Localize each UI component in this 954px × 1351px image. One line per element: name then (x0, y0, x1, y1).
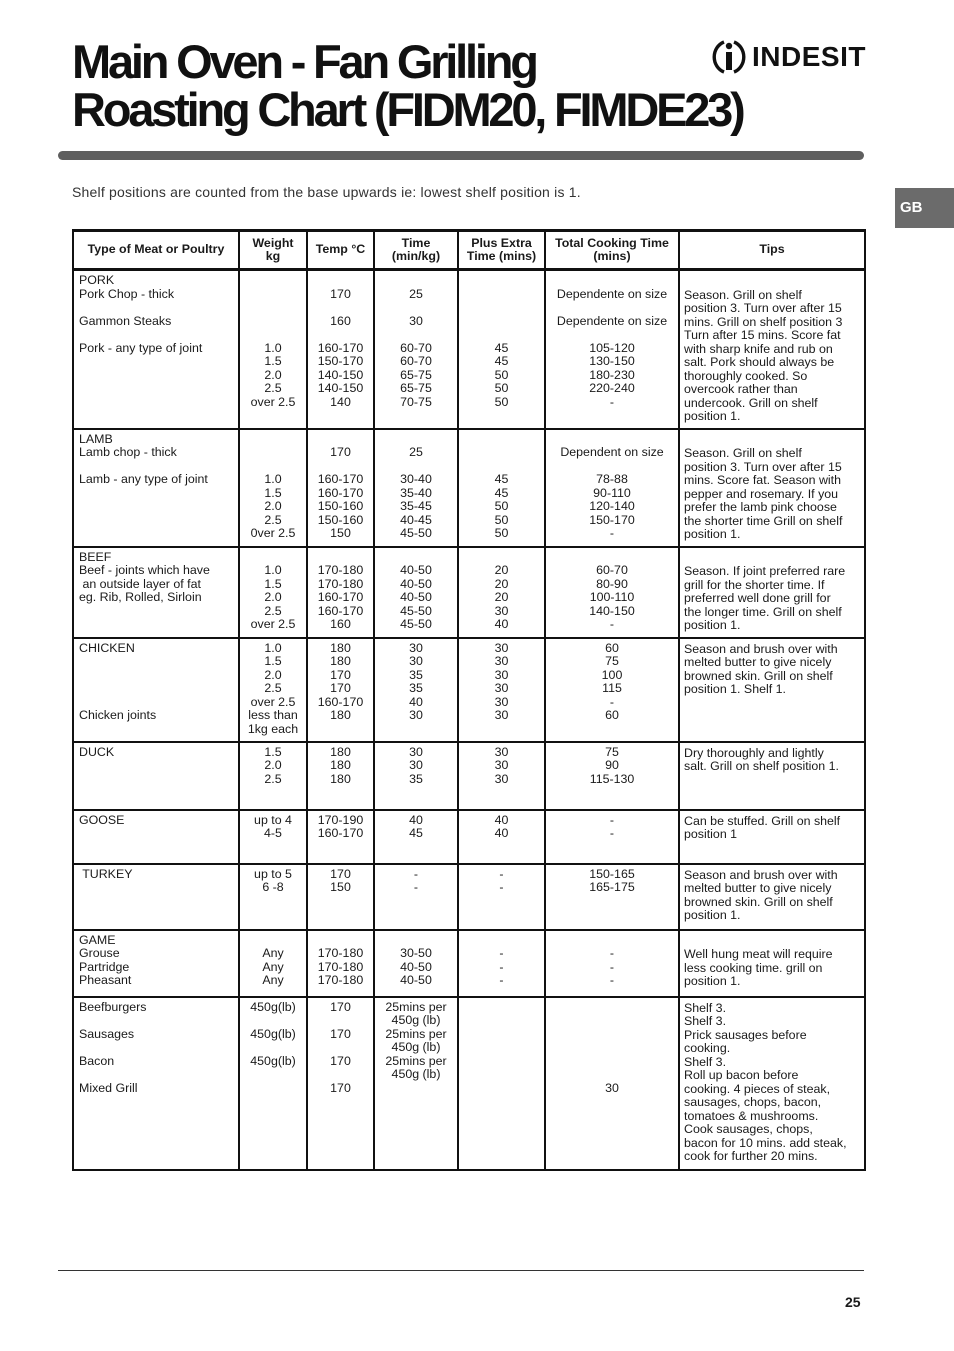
header-time: Time (min/kg) (374, 231, 458, 270)
cell-extra (458, 638, 545, 742)
cell-temp (307, 638, 374, 742)
temp-text: 170-190 160-170 (317, 812, 364, 840)
tip-line: melted butter to give nicely (684, 655, 832, 669)
tip-line: browned skin. Grill on shelf (684, 894, 833, 909)
temp-text: 170-180 170-180 170-180 (317, 946, 364, 987)
total-text: 30 (605, 1080, 619, 1095)
cell-total (545, 997, 679, 1170)
cell-weight (239, 864, 307, 930)
tip-line: Season. If joint preferred rare (684, 564, 846, 578)
weight-text: Any Any Any (262, 946, 284, 987)
table-row (73, 429, 865, 547)
tip-line: mins. Grill on shelf position 3 (684, 314, 843, 329)
cell-temp (307, 810, 374, 864)
time-text: 40-50 40-50 40-50 45-50 45-50 (400, 563, 432, 631)
extra-text: - - - (499, 946, 504, 987)
time-text: 25mins per 450g (lb) 25mins per 450g (lb) 25mins per 450g (lb) (385, 999, 447, 1081)
table-row (73, 270, 865, 429)
table-row (73, 547, 865, 638)
temp-text: 170 160 160-170 150-170 140-150 140-150 140 (317, 286, 364, 409)
table-row (73, 997, 865, 1170)
tip-line: overcook rather than (684, 382, 798, 396)
cell-total (545, 638, 679, 742)
tip-line: position 3. Turn over after 15 (684, 459, 842, 474)
tip-line: position 1. (684, 974, 741, 988)
page-title (72, 35, 743, 136)
cell-time (374, 638, 458, 742)
type-text: GAME Grouse Partridge Pheasant (79, 932, 132, 987)
header-temp: Temp °C (307, 231, 374, 270)
tip-line: grill for the shorter time. If (684, 577, 825, 592)
tip-line: position 1 (684, 827, 738, 841)
tip-line: position 1. (684, 527, 741, 541)
type-text: PORK Pork Chop - thick Gammon Steaks Pork - any type of joint (79, 273, 203, 355)
cell-time (374, 429, 458, 547)
temp-text: 180 180 170 170 160-170 180 (317, 640, 364, 722)
temp-text: 170-180 170-180 160-170 160-170 160 (317, 563, 364, 631)
intro-text: Shelf positions are counted from the base upwards ie: lowest shelf position is 1. (72, 184, 581, 200)
extra-text: 20 20 20 30 40 (494, 563, 509, 631)
tip-line: Season and brush over with (684, 867, 838, 882)
weight-text: 1.5 2.0 2.5 (264, 744, 282, 786)
cell-type (73, 930, 239, 997)
cell-total (545, 270, 679, 429)
total-text: Dependent on size 78-88 90-110 120-140 150-170 - (560, 445, 664, 540)
tip-line: tomatoes & mushrooms. (684, 1108, 819, 1123)
cell-type (73, 429, 239, 547)
tip-line: Dry thoroughly and lightly (684, 745, 824, 760)
tip-line: cook for further 20 mins. (684, 1149, 818, 1163)
cell-tips (679, 270, 865, 429)
tip-line: position 1. (684, 908, 741, 922)
type-text: DUCK (79, 744, 115, 759)
cell-type (73, 270, 239, 429)
tip-line: undercook. Grill on shelf (684, 395, 818, 410)
type-text: CHICKEN Chicken joints (79, 640, 157, 722)
weight-text: 1.0 1.5 2.0 2.5 over 2.5 less than 1kg each (247, 640, 299, 736)
tip-line: mins. Score fat. Season with (684, 473, 842, 487)
total-text: 75 90 115-130 (589, 744, 635, 786)
time-text: 40 45 (409, 812, 423, 840)
cell-tips (679, 638, 865, 742)
tip-line: Season. Grill on shelf (684, 446, 802, 460)
type-text: BEEF Beef - joints which have an outside layer of fat eg. Rib, Rolled, Sirloin (79, 549, 210, 604)
language-tab: GB (895, 188, 954, 228)
cell-temp (307, 429, 374, 547)
cell-type (73, 997, 239, 1170)
cell-total (545, 864, 679, 930)
total-text: - - (609, 812, 615, 840)
cell-extra (458, 864, 545, 930)
tip-line: melted butter to give nicely (684, 881, 832, 895)
table-row (73, 864, 865, 930)
cell-temp (307, 997, 374, 1170)
header-tips: Tips (679, 231, 865, 270)
temp-text: 170 150 (330, 866, 351, 894)
cell-total (545, 742, 679, 810)
extra-text: 30 30 30 30 30 30 (494, 640, 509, 722)
cell-total (545, 810, 679, 864)
temp-text: 170 170 170 170 (330, 999, 351, 1095)
tip-line: less cooking time. grill on (684, 960, 823, 975)
cell-type (73, 547, 239, 638)
header-total-time: Total Cooking Time (mins) (545, 231, 679, 270)
tip-line: with sharp knife and rub on (684, 341, 833, 356)
cell-extra (458, 742, 545, 810)
brand-logo (712, 38, 866, 76)
table-row (73, 810, 865, 864)
time-text: 30 30 35 35 40 30 (409, 640, 423, 722)
tip-line: thoroughly cooked. So (684, 368, 808, 383)
tip-line: the shorter time Grill on shelf (684, 513, 843, 528)
cell-temp (307, 547, 374, 638)
cell-extra (458, 270, 545, 429)
tip-line: position 1. (684, 618, 741, 632)
tip-line: Shelf 3. (684, 1014, 727, 1028)
cell-extra (458, 429, 545, 547)
tip-line: preferred well done grill for (684, 591, 831, 605)
footer-rule (58, 1270, 864, 1271)
weight-text: 1.0 1.5 2.0 2.5 0ver 2.5 (250, 472, 296, 540)
cell-extra (458, 547, 545, 638)
total-text: 60-70 80-90 100-110 140-150 - (589, 563, 635, 631)
tip-line: Shelf 3. (684, 1000, 727, 1015)
weight-text: 1.0 1.5 2.0 2.5 over 2.5 (250, 340, 296, 409)
title-divider-bar (58, 151, 864, 160)
tip-line: bacon for 10 mins. add steak, (684, 1135, 847, 1150)
cell-type (73, 638, 239, 742)
extra-text (459, 998, 544, 1005)
cell-extra (458, 930, 545, 997)
tip-line: Cook sausages, chops, (684, 1122, 813, 1136)
weight-text: 450g(lb) 450g(lb) 450g(lb) (250, 999, 296, 1068)
tip-line: Turn after 15 mins. Score fat (684, 328, 841, 342)
cell-weight (239, 997, 307, 1170)
cell-temp (307, 864, 374, 930)
total-text: 60 75 100 115 - 60 (601, 640, 623, 722)
cell-tips (679, 429, 865, 547)
indesit-i-logo-icon (712, 38, 746, 76)
time-text: - - (413, 866, 419, 894)
weight-text: 1.0 1.5 2.0 2.5 over 2.5 (250, 563, 296, 631)
cell-weight (239, 742, 307, 810)
type-text: GOOSE (79, 812, 125, 827)
tip-line: prefer the lamb pink choose (684, 500, 837, 514)
cell-weight (239, 930, 307, 997)
weight-text: up to 5 6 -8 (254, 866, 292, 894)
tip-line: sausages, chops, bacon, (684, 1095, 822, 1109)
cell-time (374, 270, 458, 429)
cell-time (374, 810, 458, 864)
tip-line: Can be stuffed. Grill on shelf (684, 813, 841, 828)
temp-text: 180 180 180 (330, 744, 351, 786)
tip-line: Season. Grill on shelf (684, 287, 802, 302)
tip-line: salt. Pork should always be (684, 355, 835, 369)
extra-text: 45 45 50 50 50 (494, 472, 509, 540)
tip-line: Roll up bacon before (684, 1068, 799, 1082)
table-row (73, 638, 865, 742)
header-weight: Weight kg (239, 231, 307, 270)
total-text: - - - (609, 946, 615, 987)
table-row (73, 930, 865, 997)
title-line-1: Main Oven - Fan Grilling (72, 35, 536, 88)
tip-line: Prick sausages before (684, 1027, 807, 1042)
total-text: Dependente on size Dependente on size 105-120 130-150 180-230 220-240 - (556, 286, 668, 409)
time-text: 25 30-40 35-40 35-45 40-45 45-50 (400, 445, 432, 540)
cell-tips (679, 810, 865, 864)
cell-time (374, 864, 458, 930)
weight-text: up to 4 4-5 (254, 812, 292, 840)
brand-name: INDESIT (752, 41, 866, 72)
type-text: Beefburgers Sausages Bacon Mixed Grill (79, 999, 147, 1095)
cell-weight (239, 547, 307, 638)
tip-line: position 1. Shelf 1. (684, 682, 786, 696)
cell-tips (679, 997, 865, 1170)
cell-tips (679, 864, 865, 930)
cell-temp (307, 742, 374, 810)
cell-tips (679, 930, 865, 997)
page-number: 25 (845, 1294, 861, 1310)
type-text: LAMB Lamb chop - thick Lamb - any type of joint (79, 431, 208, 486)
title-line-2: Roasting Chart (FIDM20, FIMDE23) (72, 83, 743, 136)
roasting-chart-table (72, 229, 866, 1171)
cell-time (374, 997, 458, 1170)
cell-tips (679, 742, 865, 810)
cell-total (545, 429, 679, 547)
cell-temp (307, 930, 374, 997)
tip-line: cooking. 4 pieces of steak, (684, 1081, 831, 1096)
cell-type (73, 742, 239, 810)
tip-line: browned skin. Grill on shelf (684, 668, 833, 683)
cell-temp (307, 270, 374, 429)
cell-type (73, 864, 239, 930)
total-text: 150-165 165-175 (589, 866, 635, 894)
tip-line: Shelf 3. (684, 1054, 727, 1069)
extra-text: 45 45 50 50 50 (494, 340, 509, 409)
cell-weight (239, 429, 307, 547)
time-text: 30-50 40-50 40-50 (400, 946, 432, 987)
cell-weight (239, 638, 307, 742)
cell-total (545, 547, 679, 638)
cell-extra (458, 997, 545, 1170)
extra-text: - - (499, 866, 504, 894)
tip-line: pepper and rosemary. If you (684, 486, 839, 501)
table-header-row (73, 231, 865, 270)
temp-text: 170 160-170 160-170 150-160 150-160 150 (317, 445, 364, 540)
header-extra-time: Plus Extra Time (mins) (458, 231, 545, 270)
cell-time (374, 742, 458, 810)
tip-line: cooking. (684, 1041, 731, 1055)
tip-line: Well hung meat will require (684, 947, 833, 961)
cell-extra (458, 810, 545, 864)
cell-time (374, 547, 458, 638)
cell-weight (239, 810, 307, 864)
time-text: 25 30 60-70 60-70 65-75 65-75 70-75 (400, 286, 432, 409)
time-text: 30 30 35 (409, 744, 423, 786)
cell-tips (679, 547, 865, 638)
tip-line: position 1. (684, 409, 741, 423)
type-text: TURKEY (79, 866, 133, 881)
tip-line: position 3. Turn over after 15 (684, 301, 842, 315)
cell-total (545, 930, 679, 997)
table-row (73, 742, 865, 810)
header-type: Type of Meat or Poultry (73, 231, 239, 270)
cell-weight (239, 270, 307, 429)
cell-type (73, 810, 239, 864)
tip-line: Season and brush over with (684, 641, 838, 656)
tip-line: salt. Grill on shelf position 1. (684, 759, 839, 773)
tip-line: the longer time. Grill on shelf (684, 604, 842, 619)
extra-text: 30 30 30 (494, 744, 509, 786)
cell-time (374, 930, 458, 997)
extra-text: 40 40 (494, 812, 509, 840)
